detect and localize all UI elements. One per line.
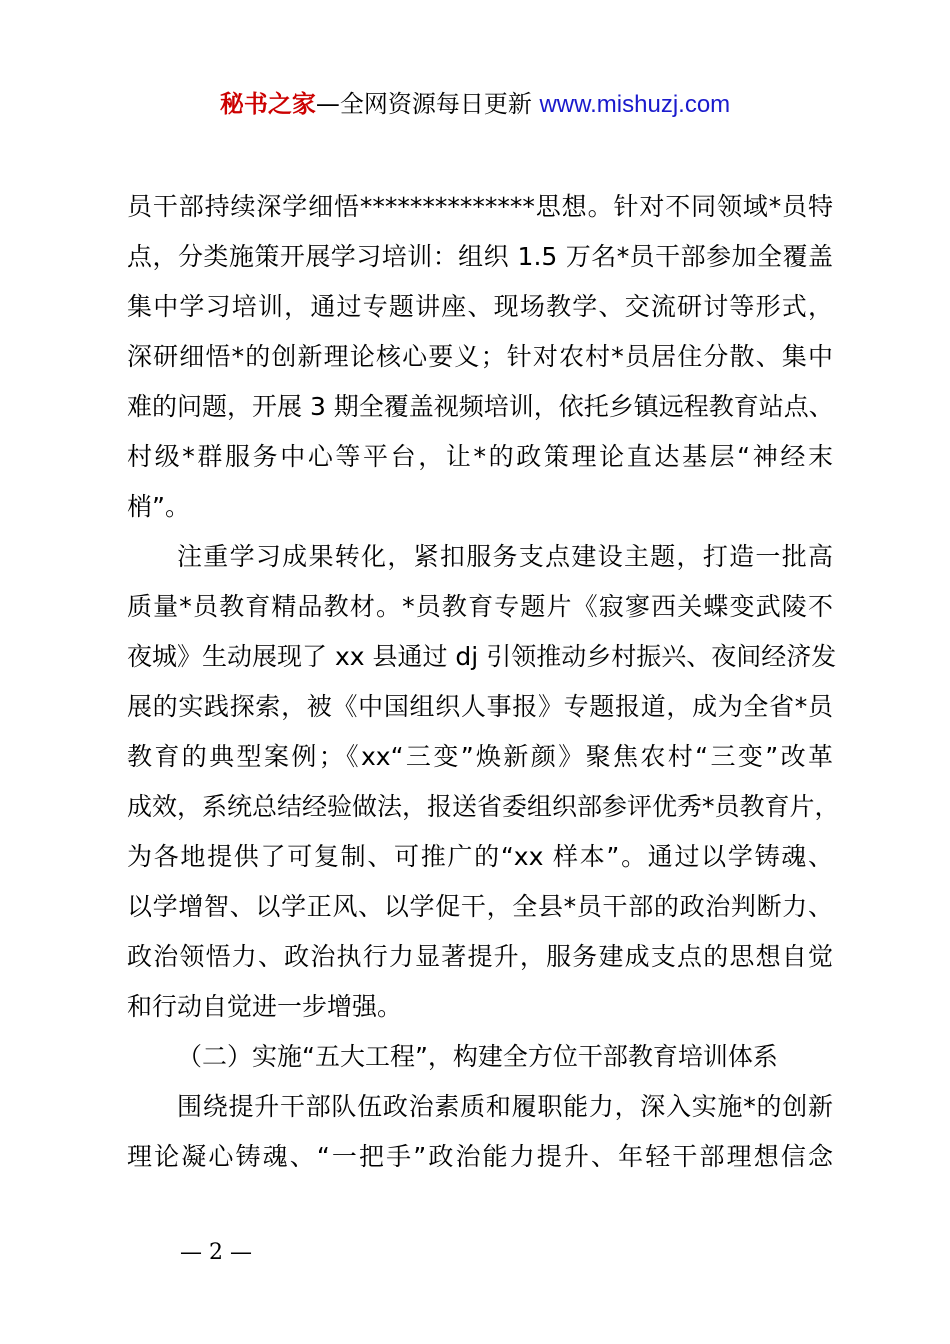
brand-name: 秘书之家 bbox=[219, 90, 316, 118]
page-number: — 2 — bbox=[180, 1240, 252, 1265]
text-line: 点，分类施策开展学习培训：组织 1.5 万名*员干部参加全覆盖 bbox=[127, 242, 833, 271]
site-header bbox=[0, 86, 950, 123]
section-heading: （二）实施“五大工程”，构建全方位干部教育培训体系 bbox=[177, 1042, 778, 1071]
text-line: 难的问题，开展 3 期全覆盖视频培训，依托乡镇远程教育站点、 bbox=[127, 392, 834, 421]
text-line: 村级*群服务中心等平台，让*的政策理论直达基层“神经末 bbox=[127, 442, 833, 471]
text-line: 质量*员教育精品教材。*员教育专题片《寂寥西关蝶变武陵不 bbox=[127, 592, 833, 621]
text-line: 集中学习培训，通过专题讲座、现场教学、交流研讨等形式， bbox=[127, 292, 833, 321]
text-line: 政治领悟力、政治执行力显著提升，服务建成支点的思想自觉 bbox=[127, 942, 833, 971]
site-url-link[interactable]: www.mishuzj.com bbox=[539, 91, 731, 118]
header-tagline: —全网资源每日更新 bbox=[315, 90, 540, 118]
text-line: 深研细悟*的创新理论核心要义；针对农村*员居住分散、集中 bbox=[127, 342, 833, 371]
text-line: 展的实践探索，被《中国组织人事报》专题报道，成为全省*员 bbox=[127, 692, 833, 721]
text-line: 教育的典型案例；《xx“三变”焕新颜》聚焦农村“三变”改革 bbox=[127, 742, 833, 771]
text-line: 和行动自觉进一步增强。 bbox=[127, 992, 403, 1021]
text-line: 员干部持续深学细悟**************思想。针对不同领域*员特 bbox=[127, 192, 833, 221]
text-line: 夜城》生动展现了 xx 县通过 dj 引领推动乡村振兴、夜间经济发 bbox=[127, 642, 837, 671]
text-line: 梢”。 bbox=[127, 492, 190, 521]
paragraph-start-line: 围绕提升干部队伍政治素质和履职能力，深入实施*的创新 bbox=[177, 1092, 833, 1121]
text-line: 理论凝心铸魂、“一把手”政治能力提升、年轻干部理想信念 bbox=[127, 1142, 833, 1171]
text-line: 以学增智、以学正风、以学促干，全县*员干部的政治判断力、 bbox=[127, 892, 833, 921]
document-body bbox=[127, 182, 840, 1182]
paragraph-start-line: 注重学习成果转化，紧扣服务支点建设主题，打造一批高 bbox=[177, 542, 833, 571]
text-line: 为各地提供了可复制、可推广的“xx 样本”。通过以学铸魂、 bbox=[127, 842, 833, 871]
text-line: 成效，系统总结经验做法，报送省委组织部参评优秀*员教育片， bbox=[127, 792, 840, 821]
